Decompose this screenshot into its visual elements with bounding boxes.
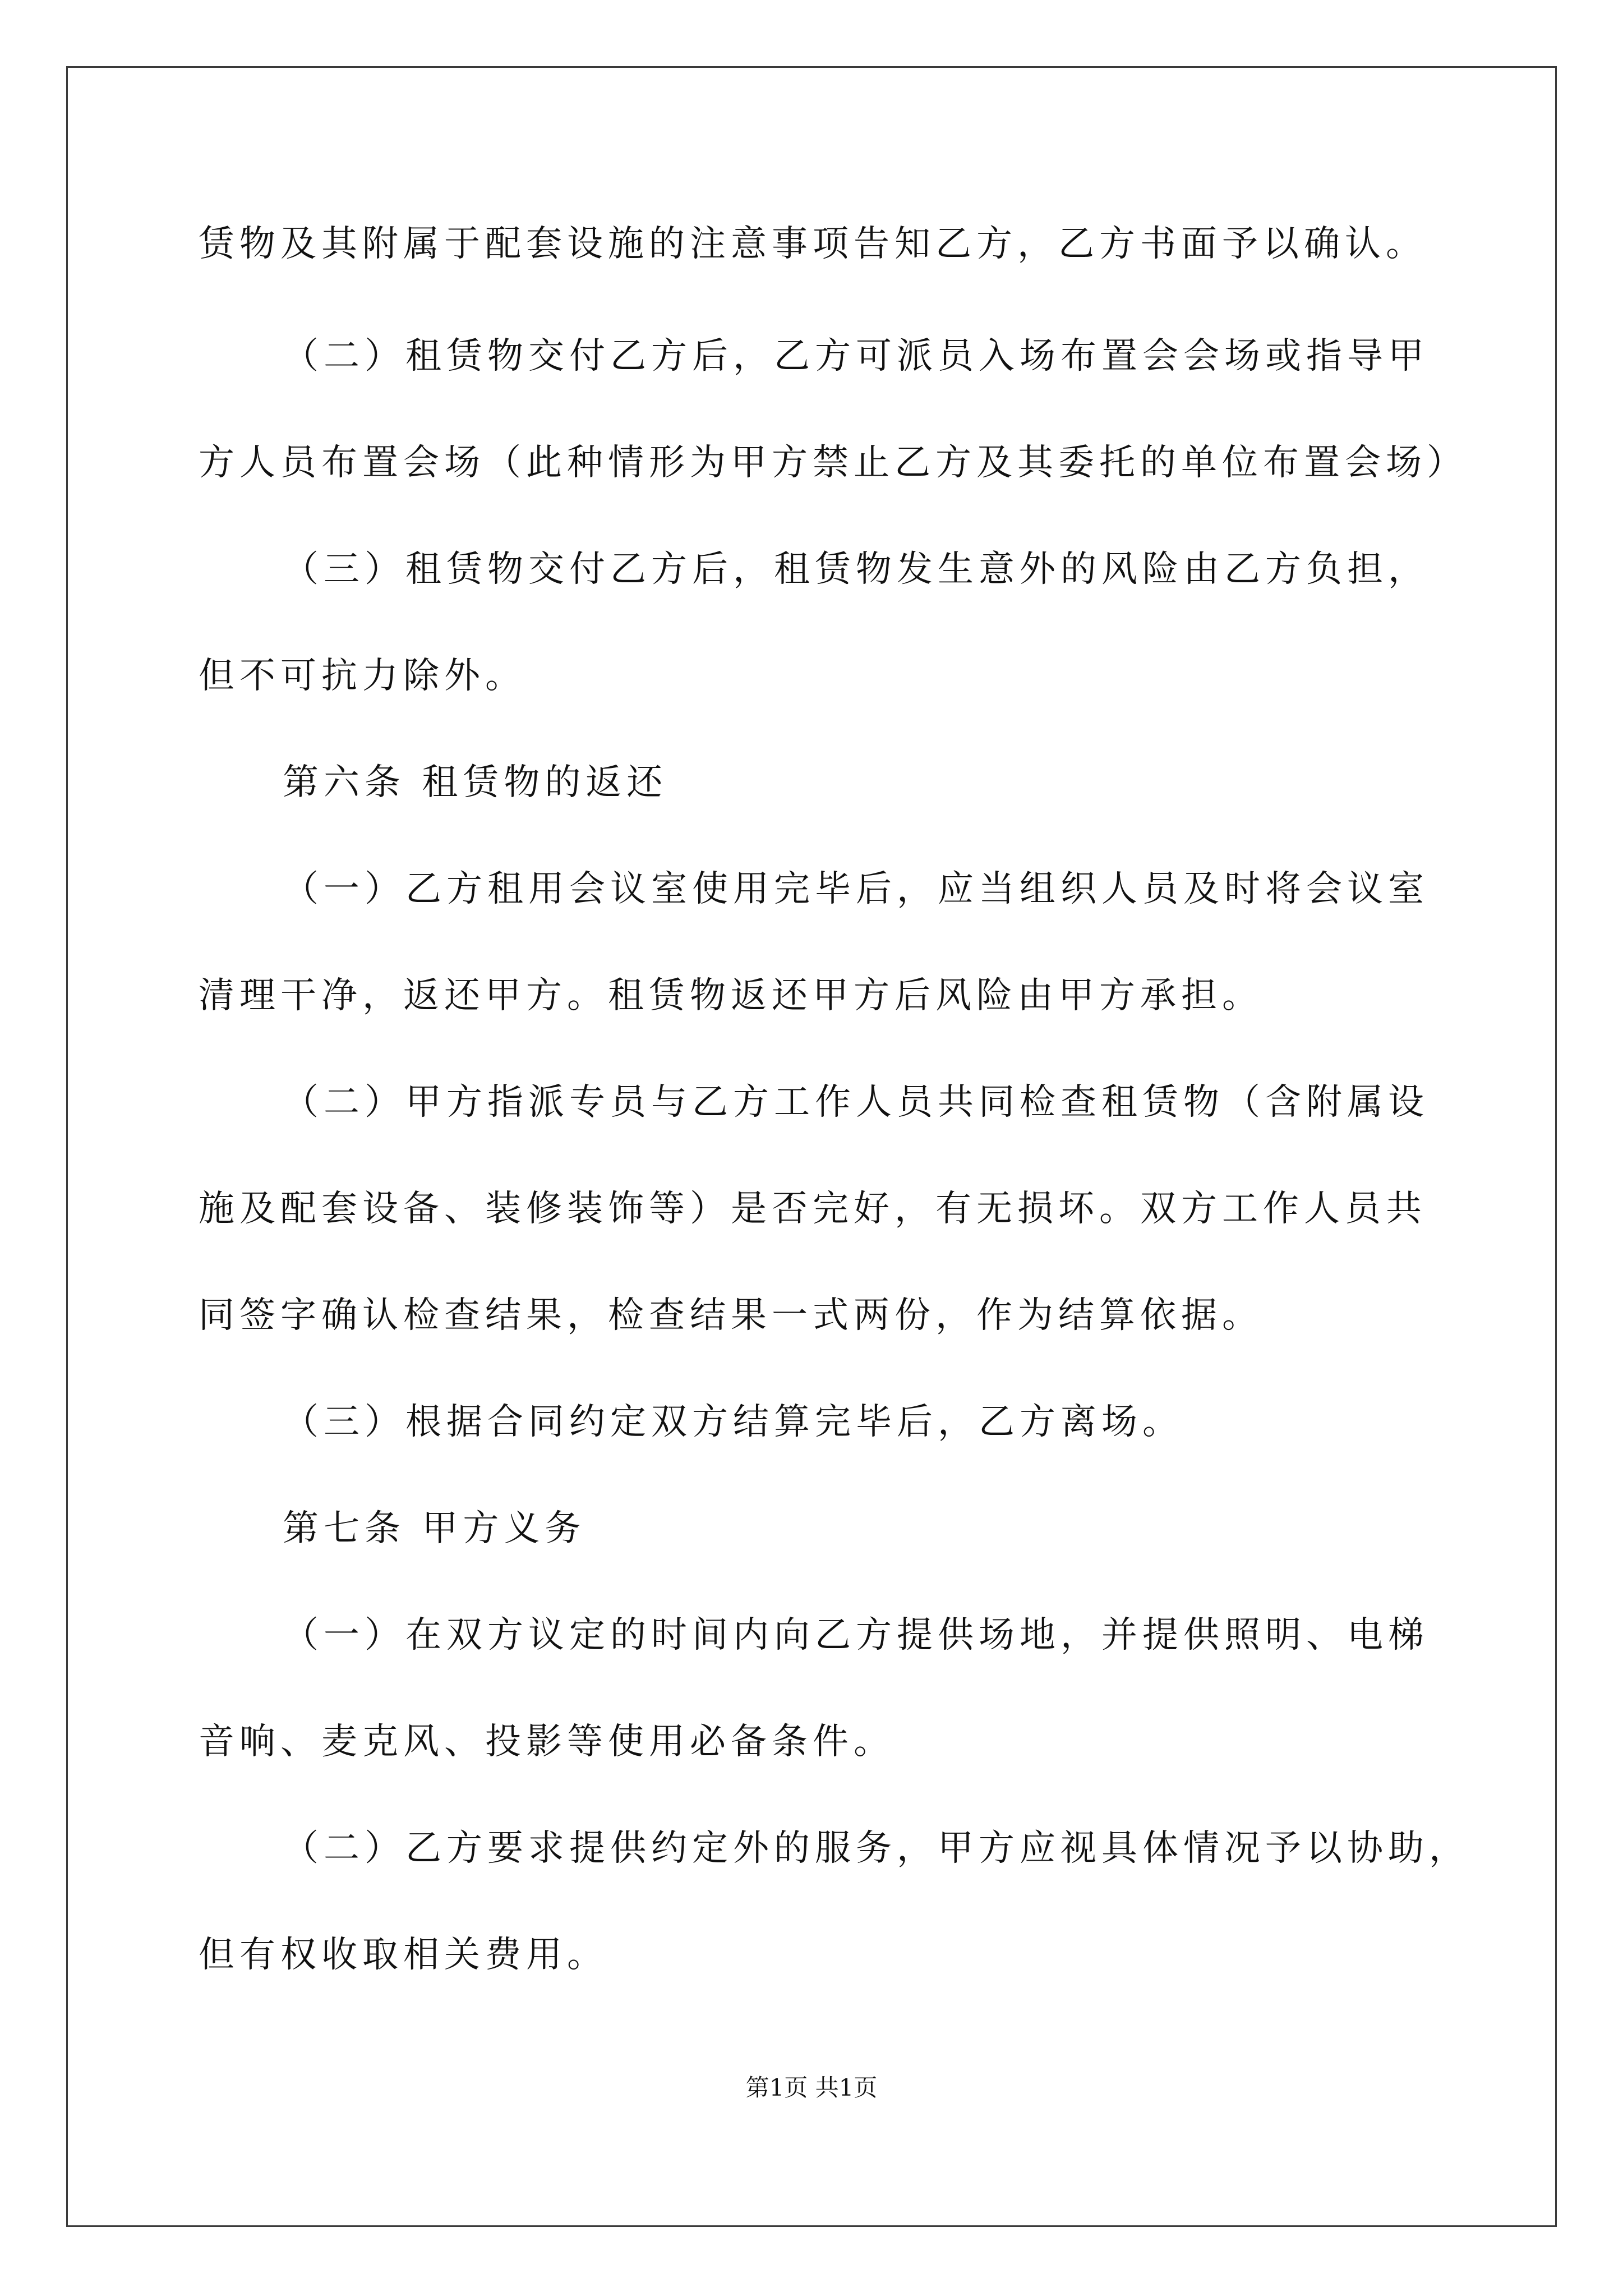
text-line-12: （三）根据合同约定双方结算完毕后，乙方离场。 (283, 1401, 1183, 1443)
text-line-17: 但有权收取相关费用。 (199, 1934, 608, 1976)
text-line-1: 赁物及其附属于配套设施的注意事项告知乙方，乙方书面予以确认。 (199, 223, 1427, 265)
text-line-2: （二）租赁物交付乙方后，乙方可派员入场布置会会场或指导甲 (283, 335, 1429, 377)
text-line-16: （二）乙方要求提供约定外的服务，甲方应视具体情况予以协助， (283, 1828, 1470, 1869)
text-line-11: 同签字确认检查结果，检查结果一式两份，作为结算依据。 (199, 1295, 1263, 1336)
section-heading-7: 第七条 甲方义务 (283, 1508, 586, 1549)
text-line-3: 方人员布置会场（此种情形为甲方禁止乙方及其委托的单位布置会场） (199, 442, 1468, 484)
text-line-8: 清理干净，返还甲方。租赁物返还甲方后风险由甲方承担。 (199, 975, 1263, 1016)
page-number-footer: 第1页 共1页 (745, 2074, 878, 2101)
text-line-4: （三）租赁物交付乙方后，租赁物发生意外的风险由乙方负担， (283, 549, 1429, 590)
text-line-5: 但不可抗力除外。 (199, 655, 526, 697)
text-line-10: 施及配套设备、装修装饰等）是否完好，有无损坏。双方工作人员共 (199, 1188, 1427, 1230)
text-line-9: （二）甲方指派专员与乙方工作人员共同检查租赁物（含附属设 (283, 1082, 1429, 1123)
text-line-15: 音响、麦克风、投影等使用必备条件。 (199, 1721, 895, 1763)
text-line-7: （一）乙方租用会议室使用完毕后，应当组织人员及时将会议室 (283, 868, 1429, 910)
page-border (66, 66, 1557, 2227)
section-heading-6: 第六条 租赁物的返还 (283, 762, 668, 803)
text-line-14: （一）在双方议定的时间内向乙方提供场地，并提供照明、电梯 (283, 1614, 1429, 1656)
